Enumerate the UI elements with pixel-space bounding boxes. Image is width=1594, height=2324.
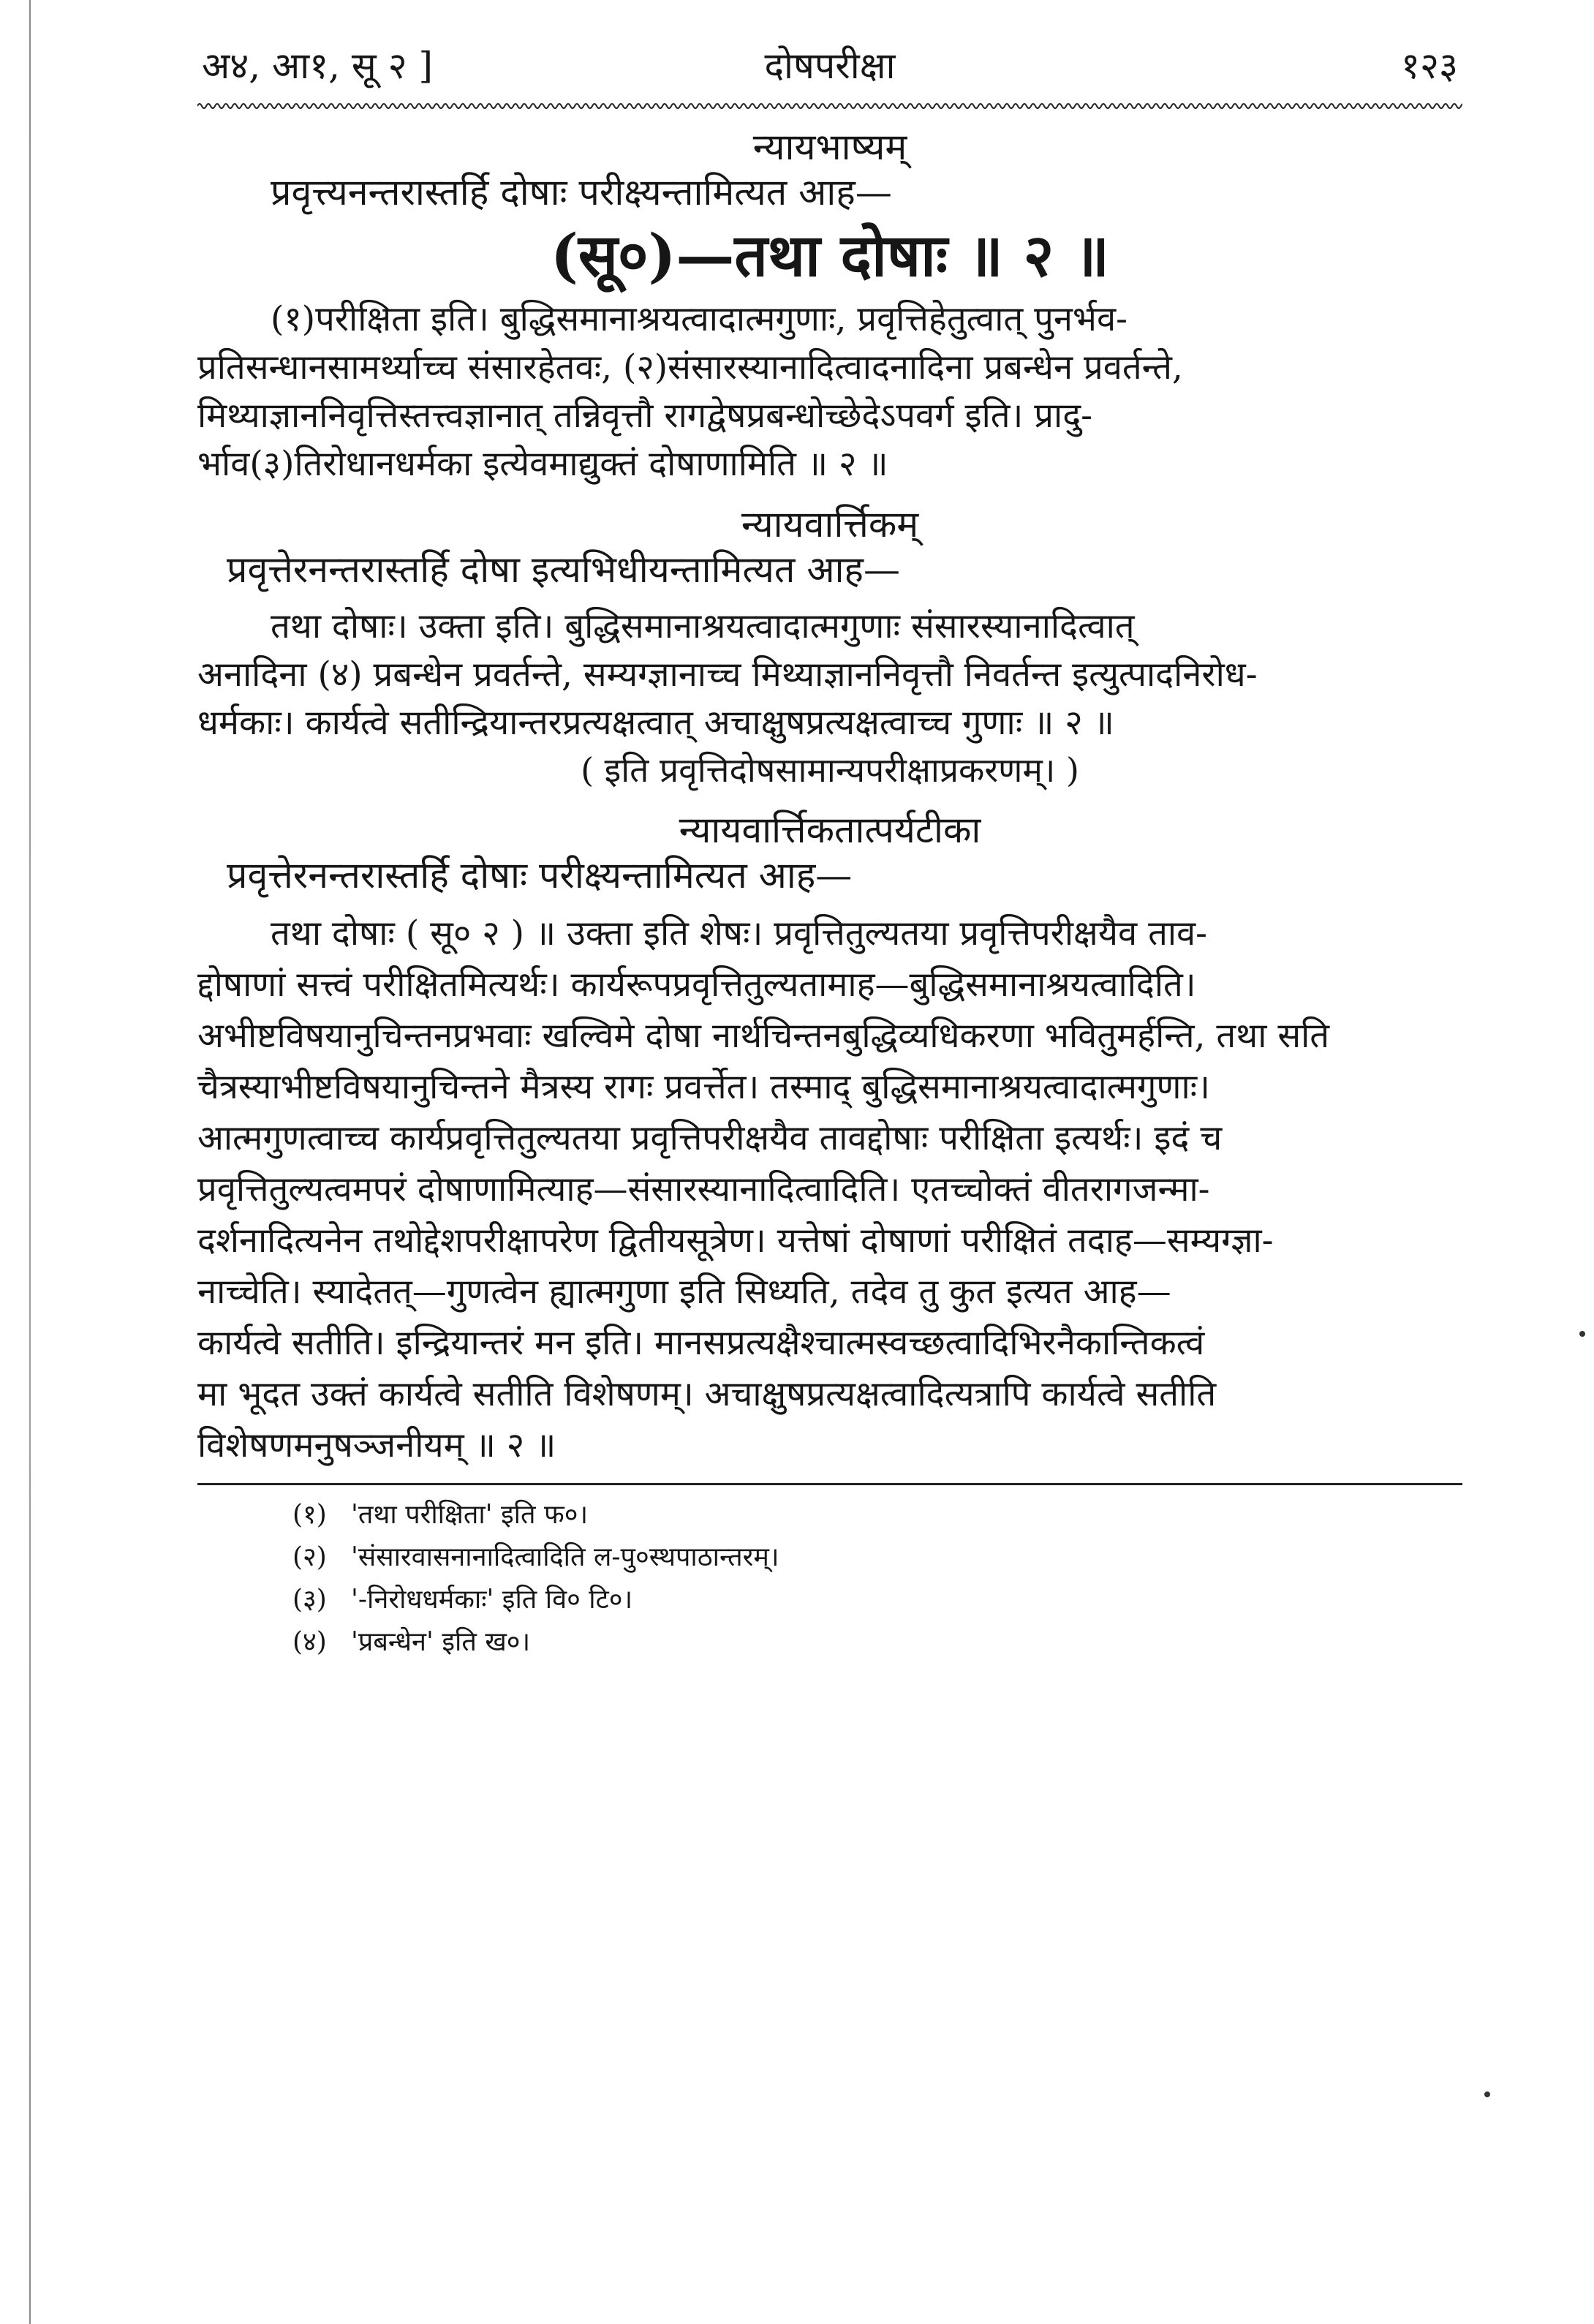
header-section-reference: अ४, आ१, सू २ ] (202, 45, 433, 87)
running-header (197, 29, 1462, 102)
text-line: (१)परीक्षिता इति। बुद्धिसमानाश्रयत्वादात्मगुणाः, प्रवृत्तिहेतुत्वात् पुनर्भव- (271, 299, 1127, 339)
footnote-text: 'तथा परीक्षिता' इति फ०। (351, 1500, 589, 1530)
text-line: नाच्चेति। स्यादेतत्—गुणत्वेन ह्यात्मगुणा इति सिध्यति, तदेव तु कुत इत्यत आह— (197, 1272, 1171, 1312)
tika-title: न्यायवार्त्तिकतात्पर्यटीका (679, 809, 981, 851)
text-line: आत्मगुणत्वाच्च कार्यप्रवृत्तितुल्यतया प्रवृत्तिपरीक्षयैव तावद्दोषाः परीक्षिता इत्यर्थः। इदं च (197, 1118, 1223, 1158)
text-line: तथा दोषाः ( सू० २ ) ॥ उक्ता इति शेषः। प्रवृत्तितुल्यतया प्रवृत्तिपरीक्षयैव ताव- (271, 913, 1208, 954)
footnote-rule (197, 1483, 1462, 1485)
text-line: विशेषणमनुषञ्जनीयम् ॥ २ ॥ (197, 1425, 556, 1465)
sutra-heading: (सू०)—तथा दोषाः ॥ २ ॥ (551, 221, 1109, 290)
text-line: मा भूदत उक्तं कार्यत्वे सतीति विशेषणम्। अचाक्षुषप्रत्यक्षत्वादित्यत्रापि कार्यत्वे सतीति (197, 1374, 1217, 1414)
footnote (292, 1579, 1462, 1621)
text-line: प्रतिसन्धानसामर्थ्याच्च संसारहेतवः, (२)संसारस्यानादित्वादनादिना प्रबन्धेन प्रवर्तन्ते, (197, 347, 1183, 388)
header-wavy-rule (197, 101, 1462, 111)
tika-paragraph (197, 908, 1462, 1471)
text-line: र्भाव(३)तिरोधानधर्मका इत्येवमाद्युक्तं दोषाणामिति ॥ २ ॥ (197, 444, 888, 484)
tika-section (197, 807, 1462, 1471)
footnotes (197, 1494, 1462, 1664)
text-line: मिथ्याज्ञाननिवृत्तिस्तत्त्वज्ञानात् तन्निवृत्तौ रागद्वेषप्रबन्धोच्छेदेऽपवर्ग इति। प्रादु- (197, 396, 1093, 436)
vartika-title: न्यायवार्त्तिकम् (741, 503, 919, 546)
bhashya-paragraph (197, 295, 1462, 488)
text-line: कार्यत्वे सतीति। इन्द्रियान्तरं मन इति। मानसप्रत्यक्षैश्चात्मस्वच्छत्वादिभिरनैकान्तिकत्वं (197, 1323, 1205, 1363)
text-line: तथा दोषाः। उक्ता इति। बुद्धिसमानाश्रयत्वादात्मगुणाः संसारस्यानादित्वात् (271, 606, 1135, 646)
footnote-number: (२) (292, 1542, 327, 1572)
footnote (292, 1494, 1462, 1536)
bhashya-title: न्यायभाष्यम् (752, 126, 907, 168)
text-line: द्दोषाणां सत्त्वं परीक्षितमित्यर्थः। कार्यरूपप्रवृत्तितुल्यतामाह—बुद्धिसमानाश्रयत्वादिति। (197, 965, 1196, 1005)
text-line: अभीष्टविषयानुचिन्तनप्रभवाः खल्विमे दोषा नार्थचिन्तनबुद्धिव्यधिकरणा भवितुमर्हन्ति, तथा सति (197, 1016, 1330, 1056)
scan-speck (1484, 2091, 1490, 2097)
vartika-section (197, 502, 1462, 793)
bhashya-section (197, 124, 1462, 488)
footnote-text: 'संसारवासनानादित्वादिति ल-पु०स्थपाठान्तरम्। (351, 1542, 779, 1572)
footnote-text: 'प्रबन्धेन' इति ख०। (351, 1627, 531, 1657)
scan-speck (1579, 1331, 1585, 1337)
header-chapter-title: दोषपरीक्षा (764, 45, 896, 87)
page (197, 29, 1462, 2282)
section-colophon: ( इति प्रवृत्तिदोषसामान्यपरीक्षाप्रकरणम्। ) (581, 750, 1079, 790)
page-number: १२३ (1401, 45, 1458, 87)
vartika-paragraph (197, 603, 1462, 747)
footnote (292, 1536, 1462, 1579)
text-line: दर्शनादित्यनेन तथोद्देशपरीक्षापरेण द्वितीयसूत्रेण। यत्तेषां दोषाणां परीक्षितं तदाह—सम्यग्ज्ञा- (197, 1221, 1274, 1261)
text-line: धर्मकाः। कार्यत्वे सतीन्द्रियान्तरप्रत्यक्षत्वात् अचाक्षुषप्रत्यक्षत्वाच्च गुणाः ॥ २ ॥ (197, 703, 1114, 743)
footnote-number: (१) (292, 1500, 327, 1530)
footnote (292, 1621, 1462, 1664)
text-line: अनादिना (४) प्रबन्धेन प्रवर्तन्ते, सम्यग्ज्ञानाच्च मिथ्याज्ञाननिवृत्तौ निवर्तन्त इत्युत्पादनिरोध- (197, 654, 1258, 695)
text-line: चैत्रस्याभीष्टविषयानुचिन्तने मैत्रस्य रागः प्रवर्त्तेत। तस्माद् बुद्धिसमानाश्रयत्वादात्मगुणाः। (197, 1067, 1210, 1107)
bhashya-intro: प्रवृत्त्यनन्तरास्तर्हि दोषाः परीक्ष्यन्तामित्यत आह— (271, 171, 892, 214)
tika-intro: प्रवृत्तेरनन्तरास्तर्हि दोषाः परीक्ष्यन्तामित्यत आह— (227, 854, 853, 897)
footnote-number: (४) (292, 1627, 327, 1657)
footnote-text: '-निरोधधर्मकाः' इति वि० टि०। (351, 1585, 633, 1615)
page-margin-line (29, 0, 31, 2324)
footnote-number: (३) (292, 1585, 327, 1615)
text-line: प्रवृत्तितुल्यत्वमपरं दोषाणामित्याह—संसारस्यानादित्वादिति। एतच्चोक्तं वीतरागजन्मा- (197, 1169, 1210, 1210)
vartika-intro: प्रवृत्तेरनन्तरास्तर्हि दोषा इत्यभिधीयन्तामित्यत आह— (227, 548, 900, 591)
